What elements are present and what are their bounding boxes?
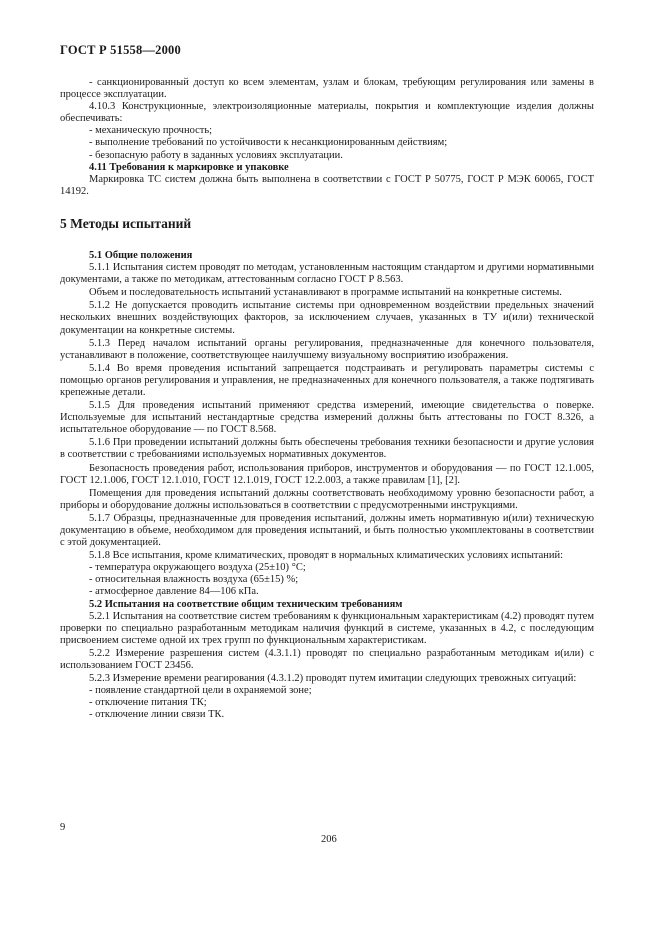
list-item: - механическую прочность; [89, 125, 213, 137]
paragraph: 5.1.2 Не допускается проводить испытание системы при одновременном воздействии предельных значений нескольких внешних воздействующих факторов, за исключением случаев, указанных в ТУ и(или) технической документации на конкретные системы. [60, 300, 594, 336]
paragraph: 4.10.3 Конструкционные, электроизоляционные материалы, покрытия и комплектующие изделия должны обеспечивать: [60, 101, 594, 125]
list-item: - отключение линии связи ТК. [89, 709, 225, 721]
paragraph: 5.1.3 Перед началом испытаний органы регулирования, предназначенные для конечного пользователя, устанавливают в положение, соответствующее наилучшему визуальному восприятию изображения. [60, 337, 594, 361]
sheet-number: 206 [321, 834, 337, 845]
paragraph: 5.1.5 Для проведения испытаний применяют средства измерений, имеющие свидетельства о поверке. Используемые для испытаний нестандартные средства измерений должны быть аттестованы по ГОСТ 8.326, а испытательное оборудование — по ГОСТ 8.568. [60, 400, 594, 436]
paragraph: 5.2.2 Измерение разрешения систем (4.3.1.1) проводят по специально разработанным методикам и(или) с использованием ГОСТ 23456. [60, 647, 594, 672]
list-item: - выполнение требований по устойчивости к несанкционированным действиям; [89, 137, 448, 149]
subsection-heading: 5.1 Общие положения [89, 249, 193, 261]
paragraph: 5.1.7 Образцы, предназначенные для проведения испытаний, должны иметь нормативную и(или) техническую документацию в объеме, необходимом для проведения испытаний, и быть полностью укомплектованы в соответствии с этой документацией. [60, 512, 594, 549]
paragraph: 5.2.3 Измерение времени реагирования (4.3.1.2) проводят путем имитации следующих тревожных ситуаций: [89, 673, 577, 685]
list-item: - появление стандартной цели в охраняемой зоне; [89, 685, 312, 697]
document-body [60, 77, 594, 722]
paragraph: 5.2.1 Испытания на соответствие систем требованиям к функциональным характеристикам (4.2) проводят путем проверки по специально разработанным методикам наличия функций в системе, указанных в 4.2, с последующим присвоением системе одной их трех групп по функциональным характеристикам. [60, 610, 594, 646]
paragraph: 5.1.1 Испытания систем проводят по методам, установленным настоящим стандартом и другими нормативными документами, а также по методикам, аттестованным согласно ГОСТ Р 8.563. [60, 262, 594, 286]
paragraph: 5.1.6 При проведении испытаний должны быть обеспечены требования техники безопасности и другие условия в соответствии с требованиями используемых нормативных документов. [60, 437, 594, 461]
list-item: - отключение питания ТК; [89, 697, 207, 709]
paragraph: Безопасность проведения работ, использования приборов, инструментов и оборудования — по ГОСТ 12.1.005, ГОСТ 12.1.006, ГОСТ 12.1.010, ГОСТ 12.1.019, ГОСТ 12.2.003, а также правилам [1], [2]. [60, 462, 594, 486]
paragraph: 5.1.4 Во время проведения испытаний запрещается подстраивать и регулировать параметры системы с помощью органов регулирования и управления, не предназначенных для конечного пользователя, а также подтягивать крепежные детали. [60, 362, 594, 398]
paragraph: 5.1.8 Все испытания, кроме климатических, проводят в нормальных климатических условиях испытаний: [89, 550, 564, 562]
list-item: - температура окружающего воздуха (25±10) °С; [89, 562, 306, 574]
paragraph: Маркировка ТС систем должна быть выполнена в соответствии с ГОСТ Р 50775, ГОСТ Р МЭК 60065, ГОСТ 14192. [60, 173, 594, 197]
paragraph: - санкционированный доступ ко всем элементам, узлам и блокам, требующим регулирования или замены в процессе эксплуатации. [60, 77, 594, 101]
section-heading: 5 Методы испытаний [60, 215, 192, 231]
document-header: ГОСТ Р 51558—2000 [60, 43, 181, 57]
list-item: - безопасную работу в заданных условиях эксплуатации. [89, 149, 343, 161]
subsection-heading: 5.2 Испытания на соответствие общим техническим требованиям [89, 598, 403, 610]
paragraph: Объем и последовательность испытаний устанавливают в программе испытаний на конкретные системы. [89, 287, 562, 299]
page-number: 9 [60, 822, 66, 833]
subsection-heading: 4.11 Требования к маркировке и упаковке [89, 161, 289, 173]
paragraph: Помещения для проведения испытаний должны соответствовать необходимому уровню безопасности работ, а приборы и оборудование должны использоваться в соответствии с предусмотренными инструкциями. [60, 487, 594, 511]
list-item: - относительная влажность воздуха (65±15) %; [89, 574, 299, 586]
list-item: - атмосферное давление 84—106 кПа. [89, 586, 259, 598]
